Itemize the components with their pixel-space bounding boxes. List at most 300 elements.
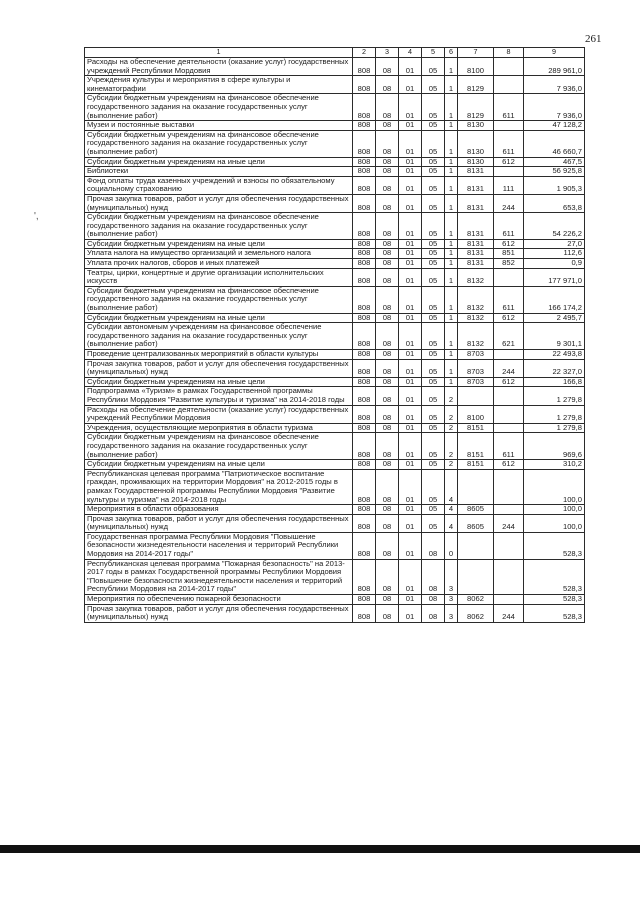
code-subprogram: 2	[445, 405, 458, 423]
code-program: 05	[422, 194, 445, 212]
code-ministry: 808	[353, 176, 376, 194]
code-expense-type	[494, 532, 524, 559]
table-row	[85, 405, 585, 423]
code-subsection: 01	[399, 58, 422, 76]
table-row	[85, 157, 585, 167]
code-expense-type: 244	[494, 359, 524, 377]
code-direction: 8129	[458, 94, 494, 121]
code-section: 08	[376, 176, 399, 194]
row-amount: 22 493,8	[524, 350, 585, 360]
code-ministry: 808	[353, 423, 376, 433]
row-name: Государственная программа Республики Мордовия "Повышение безопасности жизнедеятельности населения и территорий Республики Мордовия на 2014-2017 годы"	[85, 532, 353, 559]
row-amount: 27,0	[524, 239, 585, 249]
column-header-8: 8	[494, 48, 524, 58]
code-direction: 8151	[458, 433, 494, 460]
code-ministry: 808	[353, 239, 376, 249]
code-program: 08	[422, 604, 445, 622]
code-ministry: 808	[353, 559, 376, 594]
code-ministry: 808	[353, 595, 376, 605]
row-name: Учреждения, осуществляющие мероприятия в области туризма	[85, 423, 353, 433]
code-subsection: 01	[399, 604, 422, 622]
table-row	[85, 213, 585, 240]
code-program: 05	[422, 213, 445, 240]
code-expense-type: 612	[494, 313, 524, 323]
code-section: 08	[376, 130, 399, 157]
code-program: 05	[422, 514, 445, 532]
row-amount: 100,0	[524, 505, 585, 515]
row-amount: 7 936,0	[524, 94, 585, 121]
code-expense-type	[494, 423, 524, 433]
code-ministry: 808	[353, 167, 376, 177]
column-header-2: 2	[353, 48, 376, 58]
code-subsection: 01	[399, 239, 422, 249]
code-expense-type	[494, 58, 524, 76]
code-expense-type: 612	[494, 377, 524, 387]
code-section: 08	[376, 595, 399, 605]
table-row	[85, 176, 585, 194]
code-subprogram: 1	[445, 121, 458, 131]
row-name: Мероприятия в области образования	[85, 505, 353, 515]
code-ministry: 808	[353, 194, 376, 212]
code-ministry: 808	[353, 249, 376, 259]
code-subsection: 01	[399, 259, 422, 269]
row-name: Проведение централизованных мероприятий в области культуры	[85, 350, 353, 360]
code-subsection: 01	[399, 94, 422, 121]
table-row	[85, 460, 585, 470]
code-ministry: 808	[353, 505, 376, 515]
code-expense-type: 852	[494, 259, 524, 269]
code-expense-type	[494, 350, 524, 360]
code-subprogram: 2	[445, 460, 458, 470]
code-subprogram: 1	[445, 313, 458, 323]
code-section: 08	[376, 350, 399, 360]
code-program: 05	[422, 268, 445, 286]
code-direction	[458, 469, 494, 504]
row-amount: 54 226,2	[524, 213, 585, 240]
code-section: 08	[376, 121, 399, 131]
code-direction: 8131	[458, 259, 494, 269]
code-subsection: 01	[399, 469, 422, 504]
row-amount: 9 301,1	[524, 323, 585, 350]
code-program: 05	[422, 249, 445, 259]
table-row	[85, 239, 585, 249]
code-subsection: 01	[399, 76, 422, 94]
code-section: 08	[376, 604, 399, 622]
row-name: Субсидии бюджетным учреждениям на иные цели	[85, 313, 353, 323]
table-row	[85, 387, 585, 405]
table-row	[85, 423, 585, 433]
code-expense-type: 611	[494, 94, 524, 121]
row-name: Субсидии бюджетным учреждениям на иные цели	[85, 157, 353, 167]
row-amount: 1 279,8	[524, 423, 585, 433]
code-subsection: 01	[399, 268, 422, 286]
code-subsection: 01	[399, 313, 422, 323]
code-direction: 8131	[458, 239, 494, 249]
code-subprogram: 1	[445, 268, 458, 286]
code-program: 05	[422, 377, 445, 387]
code-subprogram: 4	[445, 469, 458, 504]
row-amount: 1 905,3	[524, 176, 585, 194]
code-direction: 8100	[458, 58, 494, 76]
code-direction: 8132	[458, 286, 494, 313]
code-direction: 8130	[458, 121, 494, 131]
code-subsection: 01	[399, 433, 422, 460]
table-row	[85, 532, 585, 559]
code-program: 08	[422, 559, 445, 594]
code-subsection: 01	[399, 213, 422, 240]
code-ministry: 808	[353, 604, 376, 622]
row-amount: 7 936,0	[524, 76, 585, 94]
row-amount: 166,8	[524, 377, 585, 387]
code-program: 05	[422, 76, 445, 94]
code-program: 05	[422, 259, 445, 269]
code-subprogram: 1	[445, 58, 458, 76]
code-subprogram: 1	[445, 130, 458, 157]
code-subprogram: 1	[445, 239, 458, 249]
code-ministry: 808	[353, 350, 376, 360]
table-row	[85, 249, 585, 259]
code-expense-type: 612	[494, 460, 524, 470]
code-direction: 8062	[458, 595, 494, 605]
code-subsection: 01	[399, 595, 422, 605]
code-subprogram: 1	[445, 76, 458, 94]
table-row	[85, 505, 585, 515]
row-name: Музеи и постоянные выставки	[85, 121, 353, 131]
row-name: Уплата налога на имущество организаций и земельного налога	[85, 249, 353, 259]
code-direction: 8130	[458, 157, 494, 167]
code-subprogram: 1	[445, 259, 458, 269]
code-subsection: 01	[399, 460, 422, 470]
bottom-scan-bar	[0, 845, 640, 853]
row-amount: 2 495,7	[524, 313, 585, 323]
row-amount: 56 925,8	[524, 167, 585, 177]
column-header-6: 6	[445, 48, 458, 58]
code-section: 08	[376, 268, 399, 286]
table-row	[85, 313, 585, 323]
code-ministry: 808	[353, 460, 376, 470]
code-expense-type	[494, 505, 524, 515]
code-expense-type: 244	[494, 604, 524, 622]
code-subsection: 01	[399, 405, 422, 423]
row-name: Субсидии бюджетным учреждениям на финансовое обеспечение государственного задания на оказание государственных услуг (выполнение работ)	[85, 130, 353, 157]
code-expense-type: 111	[494, 176, 524, 194]
row-name: Прочая закупка товаров, работ и услуг для обеспечения государственных (муниципальных) нужд	[85, 194, 353, 212]
code-subsection: 01	[399, 167, 422, 177]
column-header-3: 3	[376, 48, 399, 58]
code-ministry: 808	[353, 268, 376, 286]
code-subprogram: 4	[445, 505, 458, 515]
code-section: 08	[376, 213, 399, 240]
code-direction: 8132	[458, 323, 494, 350]
code-direction: 8605	[458, 505, 494, 515]
table-row	[85, 377, 585, 387]
row-name: Субсидии бюджетным учреждениям на финансовое обеспечение государственного задания на оказание государственных услуг (выполнение работ)	[85, 286, 353, 313]
table-row	[85, 604, 585, 622]
code-subsection: 01	[399, 532, 422, 559]
code-subprogram: 1	[445, 323, 458, 350]
code-expense-type	[494, 167, 524, 177]
code-section: 08	[376, 423, 399, 433]
code-subprogram: 1	[445, 377, 458, 387]
row-amount: 653,8	[524, 194, 585, 212]
code-ministry: 808	[353, 94, 376, 121]
code-subsection: 01	[399, 514, 422, 532]
row-name: Библиотеки	[85, 167, 353, 177]
code-program: 05	[422, 323, 445, 350]
code-section: 08	[376, 514, 399, 532]
code-ministry: 808	[353, 323, 376, 350]
row-amount: 528,3	[524, 595, 585, 605]
table-row	[85, 58, 585, 76]
row-name: Субсидии бюджетным учреждениям на финансовое обеспечение государственного задания на оказание государственных услуг (выполнение работ)	[85, 94, 353, 121]
code-expense-type: 612	[494, 157, 524, 167]
row-name: Прочая закупка товаров, работ и услуг для обеспечения государственных (муниципальных) нужд	[85, 359, 353, 377]
code-subprogram: 2	[445, 423, 458, 433]
code-program: 05	[422, 313, 445, 323]
code-expense-type: 621	[494, 323, 524, 350]
table-header	[85, 48, 585, 58]
code-section: 08	[376, 460, 399, 470]
code-direction	[458, 387, 494, 405]
code-subsection: 01	[399, 350, 422, 360]
code-section: 08	[376, 239, 399, 249]
code-section: 08	[376, 433, 399, 460]
row-name: Мероприятия по обеспечению пожарной безопасности	[85, 595, 353, 605]
row-name: Субсидии автономным учреждениям на финансовое обеспечение государственного задания на оказание государственных услуг (выполнение работ)	[85, 323, 353, 350]
code-ministry: 808	[353, 433, 376, 460]
row-amount: 22 327,0	[524, 359, 585, 377]
code-section: 08	[376, 359, 399, 377]
code-subprogram: 1	[445, 157, 458, 167]
row-amount: 100,0	[524, 514, 585, 532]
row-name: Театры, цирки, концертные и другие организации исполнительских искусств	[85, 268, 353, 286]
code-subsection: 01	[399, 157, 422, 167]
table-row	[85, 359, 585, 377]
code-expense-type: 611	[494, 130, 524, 157]
row-name: Субсидии бюджетным учреждениям на иные цели	[85, 377, 353, 387]
code-subsection: 01	[399, 130, 422, 157]
code-ministry: 808	[353, 469, 376, 504]
row-name: Фонд оплаты труда казенных учреждений и взносы по обязательному социальному страхованию	[85, 176, 353, 194]
header-row	[85, 48, 585, 58]
code-program: 08	[422, 595, 445, 605]
code-section: 08	[376, 286, 399, 313]
code-direction: 8131	[458, 176, 494, 194]
row-amount: 46 660,7	[524, 130, 585, 157]
code-direction: 8151	[458, 423, 494, 433]
code-program: 05	[422, 167, 445, 177]
code-ministry: 808	[353, 359, 376, 377]
code-subprogram: 1	[445, 286, 458, 313]
code-expense-type	[494, 268, 524, 286]
code-program: 05	[422, 239, 445, 249]
code-direction: 8703	[458, 350, 494, 360]
code-direction: 8131	[458, 249, 494, 259]
row-name: Республиканская целевая программа "Пожарная безопасность" на 2013-2017 годы в рамках Государственной программы Республики Мордовия "Повышение безопасности жизнедеятельности населения и территорий Республики Мордовия на 2014-2017 годы"	[85, 559, 353, 594]
code-ministry: 808	[353, 76, 376, 94]
row-amount: 528,3	[524, 559, 585, 594]
row-amount: 1 279,8	[524, 405, 585, 423]
code-program: 05	[422, 157, 445, 167]
code-program: 05	[422, 359, 445, 377]
code-expense-type	[494, 121, 524, 131]
code-section: 08	[376, 387, 399, 405]
code-program: 05	[422, 423, 445, 433]
code-direction: 8062	[458, 604, 494, 622]
margin-mark: ',	[34, 211, 39, 222]
table-row	[85, 259, 585, 269]
table-body	[85, 58, 585, 623]
code-ministry: 808	[353, 405, 376, 423]
code-section: 08	[376, 259, 399, 269]
code-expense-type: 244	[494, 514, 524, 532]
row-name: Расходы на обеспечение деятельности (оказание услуг) государственных учреждений Республики Мордовия	[85, 58, 353, 76]
code-section: 08	[376, 377, 399, 387]
row-amount: 47 128,2	[524, 121, 585, 131]
code-subprogram: 1	[445, 350, 458, 360]
code-ministry: 808	[353, 58, 376, 76]
column-header-5: 5	[422, 48, 445, 58]
page-number: 261	[585, 33, 602, 45]
row-name: Субсидии бюджетным учреждениям на финансовое обеспечение государственного задания на оказание государственных услуг (выполнение работ)	[85, 433, 353, 460]
code-program: 05	[422, 433, 445, 460]
table-row	[85, 286, 585, 313]
row-name: Уплата прочих налогов, сборов и иных платежей	[85, 259, 353, 269]
table-row	[85, 559, 585, 594]
code-subprogram: 4	[445, 514, 458, 532]
code-section: 08	[376, 559, 399, 594]
row-amount: 0,9	[524, 259, 585, 269]
table-row	[85, 595, 585, 605]
code-subprogram: 3	[445, 604, 458, 622]
code-subsection: 01	[399, 176, 422, 194]
code-subsection: 01	[399, 423, 422, 433]
row-amount: 289 961,0	[524, 58, 585, 76]
row-amount: 1 279,8	[524, 387, 585, 405]
code-program: 05	[422, 286, 445, 313]
code-ministry: 808	[353, 532, 376, 559]
code-subsection: 01	[399, 121, 422, 131]
code-program: 05	[422, 130, 445, 157]
code-direction: 8605	[458, 514, 494, 532]
code-subprogram: 1	[445, 213, 458, 240]
code-program: 05	[422, 350, 445, 360]
table-row	[85, 323, 585, 350]
code-expense-type	[494, 387, 524, 405]
code-subsection: 01	[399, 286, 422, 313]
code-section: 08	[376, 157, 399, 167]
code-section: 08	[376, 58, 399, 76]
code-subsection: 01	[399, 249, 422, 259]
code-direction: 8132	[458, 313, 494, 323]
code-direction: 8130	[458, 130, 494, 157]
row-name: Прочая закупка товаров, работ и услуг для обеспечения государственных (муниципальных) нужд	[85, 514, 353, 532]
code-section: 08	[376, 167, 399, 177]
table-row	[85, 194, 585, 212]
code-program: 05	[422, 405, 445, 423]
code-program: 05	[422, 387, 445, 405]
table-row	[85, 433, 585, 460]
code-subsection: 01	[399, 387, 422, 405]
code-subsection: 01	[399, 559, 422, 594]
code-subprogram: 0	[445, 532, 458, 559]
code-subprogram: 1	[445, 94, 458, 121]
code-subprogram: 2	[445, 387, 458, 405]
code-direction	[458, 559, 494, 594]
code-expense-type: 611	[494, 213, 524, 240]
code-section: 08	[376, 249, 399, 259]
row-amount: 166 174,2	[524, 286, 585, 313]
table-row	[85, 167, 585, 177]
code-ministry: 808	[353, 259, 376, 269]
code-program: 05	[422, 505, 445, 515]
code-program: 05	[422, 176, 445, 194]
table-row	[85, 94, 585, 121]
row-amount: 467,5	[524, 157, 585, 167]
row-name: Субсидии бюджетным учреждениям на иные цели	[85, 239, 353, 249]
code-expense-type: 851	[494, 249, 524, 259]
code-subsection: 01	[399, 323, 422, 350]
table-row	[85, 121, 585, 131]
code-direction: 8131	[458, 194, 494, 212]
row-amount: 528,3	[524, 604, 585, 622]
row-name: Республиканская целевая программа "Патриотическое воспитание граждан, проживающих на территории Мордовия" на 2012-2015 годы в рамках Государственной программы Республики Мордовия "Развитие культуры и туризма" на 2014-2018 годы	[85, 469, 353, 504]
code-subprogram: 1	[445, 167, 458, 177]
column-header-4: 4	[399, 48, 422, 58]
code-expense-type: 244	[494, 194, 524, 212]
table-row	[85, 514, 585, 532]
row-name: Подпрограмма «Туризм» в рамках Государственной программы Республики Мордовия "Развитие культуры и туризма" на 2014-2018 годы	[85, 387, 353, 405]
code-ministry: 808	[353, 121, 376, 131]
row-name: Учреждения культуры и мероприятия в сфере культуры и кинематографии	[85, 76, 353, 94]
code-section: 08	[376, 405, 399, 423]
row-amount: 528,3	[524, 532, 585, 559]
code-expense-type	[494, 559, 524, 594]
code-direction: 8132	[458, 268, 494, 286]
row-amount: 112,6	[524, 249, 585, 259]
code-direction: 8151	[458, 460, 494, 470]
code-subprogram: 3	[445, 559, 458, 594]
code-direction	[458, 532, 494, 559]
code-subprogram: 1	[445, 249, 458, 259]
row-name: Расходы на обеспечение деятельности (оказание услуг) государственных учреждений Республики Мордовия	[85, 405, 353, 423]
code-direction: 8703	[458, 359, 494, 377]
code-section: 08	[376, 323, 399, 350]
code-subprogram: 1	[445, 359, 458, 377]
code-subprogram: 1	[445, 176, 458, 194]
row-amount: 969,6	[524, 433, 585, 460]
code-direction: 8131	[458, 167, 494, 177]
code-ministry: 808	[353, 514, 376, 532]
column-header-9: 9	[524, 48, 585, 58]
table-row	[85, 130, 585, 157]
row-amount: 310,2	[524, 460, 585, 470]
code-section: 08	[376, 505, 399, 515]
column-header-1: 1	[85, 48, 353, 58]
row-amount: 100,0	[524, 469, 585, 504]
code-subsection: 01	[399, 377, 422, 387]
code-subsection: 01	[399, 359, 422, 377]
code-expense-type	[494, 595, 524, 605]
table-row	[85, 469, 585, 504]
code-expense-type	[494, 76, 524, 94]
code-program: 05	[422, 58, 445, 76]
code-expense-type: 611	[494, 286, 524, 313]
code-direction: 8100	[458, 405, 494, 423]
code-section: 08	[376, 76, 399, 94]
code-ministry: 808	[353, 387, 376, 405]
code-subsection: 01	[399, 505, 422, 515]
